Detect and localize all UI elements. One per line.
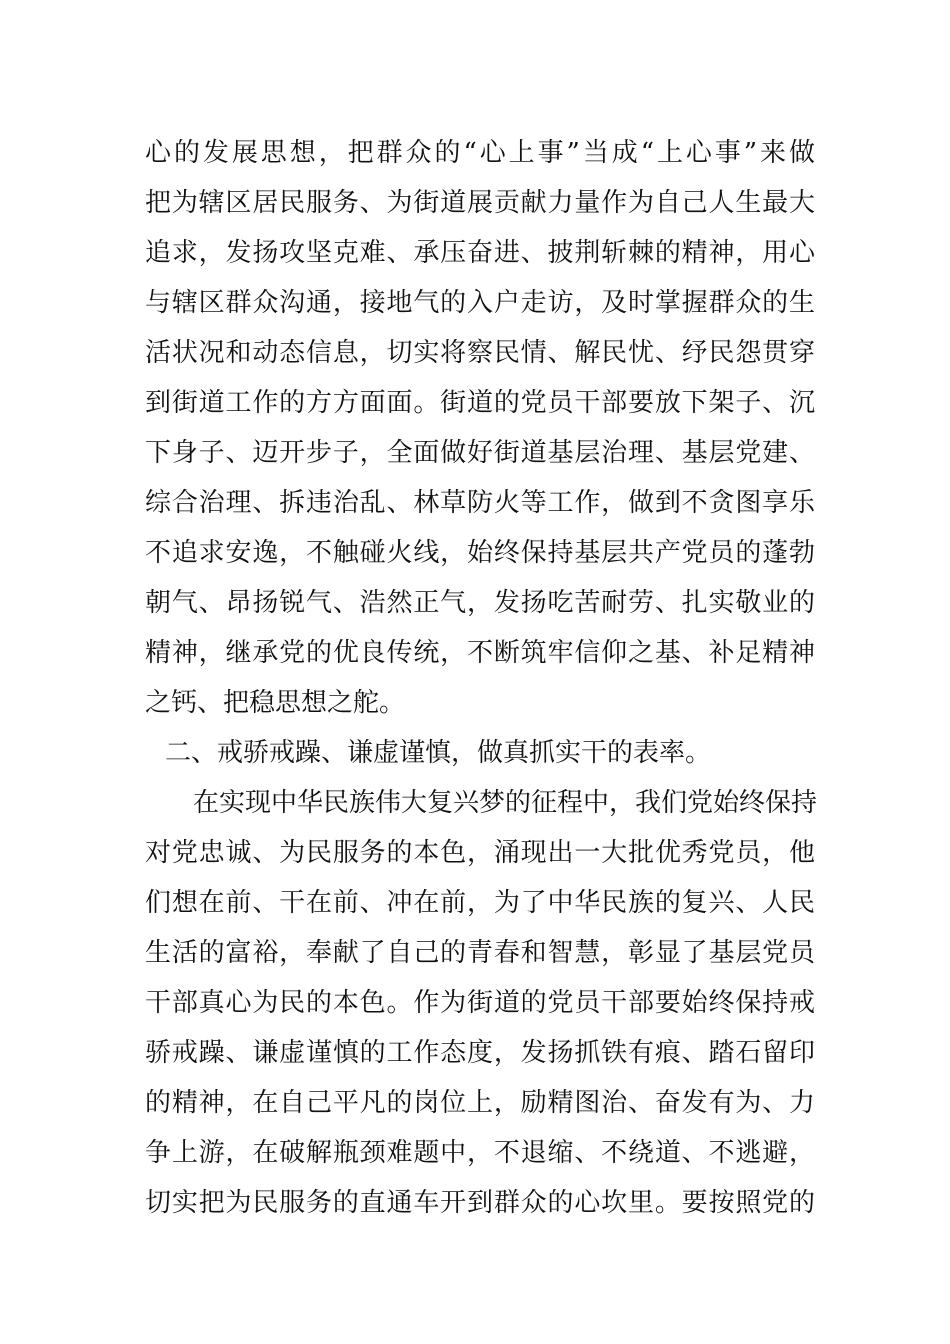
text-line: 朝气、昂扬锐气、浩然正气，发扬吃苦耐劳、扎实敬业的 — [145, 588, 815, 618]
text-line: 精神，继承党的优良传统，不断筑牢信仰之基、补足精神 — [145, 638, 815, 668]
text-line: 不追求安逸，不触碰火线，始终保持基层共产党员的蓬勃 — [145, 538, 815, 568]
text-line: 活状况和动态信息，切实将察民情、解民忧、纾民怨贯穿 — [145, 338, 815, 368]
document-body — [145, 128, 818, 1228]
text-line: 争上游，在破解瓶颈难题中，不退缩、不绕道、不逃避， — [145, 1138, 815, 1168]
paragraph-2 — [145, 778, 818, 1228]
text-line: 心的发展思想，把群众的“心上事”当成“上心事”来做 — [145, 138, 815, 168]
text-line: 把为辖区居民服务、为街道展贡献力量作为自己人生最大 — [145, 188, 815, 218]
text-line: 们想在前、干在前、冲在前，为了中华民族的复兴、人民 — [145, 888, 815, 918]
text-line: 综合治理、拆违治乱、林草防火等工作，做到不贪图享乐 — [145, 488, 815, 518]
text-line: 之钙、把稳思想之舵。 — [145, 688, 406, 718]
text-line: 追求，发扬攻坚克难、承压奋进、披荆斩棘的精神，用心 — [145, 238, 815, 268]
text-line: 的精神，在自己平凡的岗位上，励精图治、奋发有为、力 — [145, 1088, 815, 1118]
text-line: 切实把为民服务的直通车开到群众的心坎里。要按照党的 — [145, 1188, 815, 1218]
text-line: 在实现中华民族伟大复兴梦的征程中，我们党始终保持 — [193, 788, 818, 818]
text-line: 与辖区群众沟通，接地气的入户走访，及时掌握群众的生 — [145, 288, 815, 318]
text-line: 对党忠诚、为民服务的本色，涌现出一大批优秀党员，他 — [145, 838, 815, 868]
text-line: 下身子、迈开步子，全面做好街道基层治理、基层党建、 — [145, 438, 815, 468]
section-heading: 二、戒骄戒躁、谦虚谨慎，做真抓实干的表率。 — [165, 738, 712, 768]
text-line: 到街道工作的方方面面。街道的党员干部要放下架子、沉 — [145, 388, 815, 418]
text-line: 骄戒躁、谦虚谨慎的工作态度，发扬抓铁有痕、踏石留印 — [145, 1038, 815, 1068]
text-line: 干部真心为民的本色。作为街道的党员干部要始终保持戒 — [145, 988, 815, 1018]
paragraph-1 — [145, 128, 815, 728]
text-line: 生活的富裕，奉献了自己的青春和智慧，彰显了基层党员 — [145, 938, 815, 968]
